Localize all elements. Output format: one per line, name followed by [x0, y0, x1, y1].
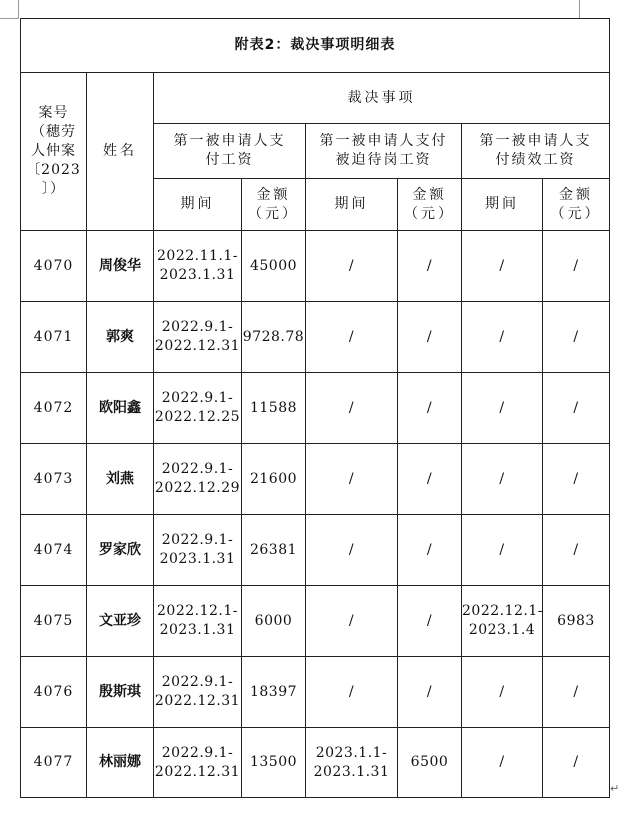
case-number-cell: 4071 — [21, 302, 87, 373]
performance-period-cell — [462, 373, 543, 444]
group-header-performance-wages — [462, 124, 610, 179]
performance-period-cell — [462, 657, 543, 728]
wage-period-cell-line: 2022.11.1- — [157, 248, 238, 264]
standby-period-cell — [306, 373, 398, 444]
standby-period-cell — [306, 657, 398, 728]
standby-period-cell-line: / — [348, 683, 355, 700]
table-row — [21, 515, 610, 586]
wage-period-cell — [154, 515, 242, 586]
wage-period-cell — [154, 586, 242, 657]
case-number-cell: 4075 — [21, 586, 87, 657]
case-number-cell: 4077 — [21, 728, 87, 798]
standby-amount-cell: / — [398, 444, 462, 515]
employee-name-cell: 罗家欣 — [87, 515, 154, 586]
performance-period-cell — [462, 231, 543, 302]
performance-period-cell — [462, 515, 543, 586]
wage-amount-cell: 13500 — [242, 728, 306, 798]
wage-period-cell — [154, 302, 242, 373]
standby-amount-cell: / — [398, 231, 462, 302]
page-corner-mark-right — [579, 0, 598, 19]
employee-name-cell: 林丽娜 — [87, 728, 154, 798]
group-header-standby-wages — [306, 124, 462, 179]
amount-header-line: 金额 — [559, 186, 593, 203]
case-number-cell: 4076 — [21, 657, 87, 728]
wage-period-cell — [154, 728, 242, 798]
performance-period-cell — [462, 728, 543, 798]
wage-period-cell-line: 2022.9.1- — [161, 319, 234, 335]
wage-period-cell-line: 2022.12.31 — [154, 338, 241, 354]
wage-period-cell-line: 2022.9.1- — [161, 461, 234, 477]
case-number-cell: 4073 — [21, 444, 87, 515]
wage-period-cell-line: 2022.12.29 — [154, 480, 241, 496]
case-number-header-line: 〔2023 — [26, 162, 81, 178]
performance-amount-cell: / — [543, 728, 610, 798]
performance-period-cell-line: / — [499, 470, 505, 487]
wage-amount-cell: 26381 — [242, 515, 306, 586]
amount-header-line: （元） — [550, 205, 602, 222]
standby-period-cell-line: / — [348, 328, 355, 345]
wage-amount-cell: 9728.78 — [242, 302, 306, 373]
performance-period-cell — [462, 302, 543, 373]
amount-header — [242, 179, 306, 231]
group-header-line: 第一被申请人支 — [173, 133, 286, 149]
wage-amount-cell: 11588 — [242, 373, 306, 444]
wage-period-cell-line: 2022.9.1- — [161, 390, 234, 406]
wage-amount-cell: 18397 — [242, 657, 306, 728]
employee-name-cell: 文亚珍 — [87, 586, 154, 657]
wage-period-cell-line: 2023.1.31 — [159, 551, 236, 567]
standby-period-cell-line: 2023.1.31 — [313, 763, 390, 780]
standby-period-cell — [306, 515, 398, 586]
case-number-cell: 4074 — [21, 515, 87, 586]
table-row — [21, 231, 610, 302]
name-header: 姓名 — [87, 73, 154, 231]
wage-period-cell-line: 2022.9.1- — [161, 532, 234, 548]
standby-period-cell — [306, 302, 398, 373]
standby-period-cell-line: 2023.1.1- — [315, 744, 388, 761]
case-number-header-line: 案号 — [38, 105, 69, 121]
wage-period-cell — [154, 231, 242, 302]
employee-name-cell: 周俊华 — [87, 231, 154, 302]
performance-period-cell-line: 2023.1.4 — [468, 622, 536, 638]
table-row — [21, 302, 610, 373]
paragraph-mark: ↵ — [610, 782, 620, 795]
table-row — [21, 586, 610, 657]
standby-period-cell-line: / — [348, 399, 355, 416]
group-header-line: 付绩效工资 — [495, 152, 576, 168]
standby-amount-cell: / — [398, 302, 462, 373]
performance-period-cell-line: / — [499, 328, 505, 345]
ruling-details-table — [20, 18, 610, 798]
performance-period-cell — [462, 586, 543, 657]
table-row — [21, 657, 610, 728]
performance-amount-cell: 6983 — [543, 586, 610, 657]
case-number-header-line: （穗劳 — [31, 124, 76, 140]
performance-amount-cell: / — [543, 515, 610, 586]
wage-period-cell — [154, 657, 242, 728]
wage-period-cell-line: 2023.1.31 — [159, 622, 236, 638]
standby-period-cell — [306, 231, 398, 302]
amount-header-line: （元） — [248, 205, 299, 222]
amount-header-line: 金额 — [412, 186, 447, 203]
case-number-header-line: 人仲案 — [31, 143, 76, 159]
performance-amount-cell: / — [543, 302, 610, 373]
performance-period-cell-line: 2022.12.1- — [462, 603, 543, 619]
wage-period-cell-line: 2022.9.1- — [161, 674, 234, 690]
standby-period-cell — [306, 444, 398, 515]
amount-header — [543, 179, 610, 231]
case-number-cell: 4070 — [21, 231, 87, 302]
performance-period-cell-line: / — [499, 754, 505, 770]
case-number-cell: 4072 — [21, 373, 87, 444]
amount-header-line: 金额 — [256, 186, 291, 203]
standby-period-cell-line: / — [348, 541, 355, 558]
performance-period-cell-line: / — [499, 399, 505, 416]
page-corner-mark-left — [0, 0, 19, 19]
standby-amount-cell: / — [398, 515, 462, 586]
performance-amount-cell: / — [543, 231, 610, 302]
group-header-line: 被迫待岗工资 — [335, 152, 432, 168]
wage-amount-cell: 21600 — [242, 444, 306, 515]
standby-period-cell — [306, 586, 398, 657]
table-row — [21, 444, 610, 515]
performance-period-cell — [462, 444, 543, 515]
wage-period-cell-line: 2022.12.31 — [154, 763, 241, 780]
period-header: 期间 — [306, 179, 398, 231]
amount-header — [398, 179, 462, 231]
performance-amount-cell: / — [543, 657, 610, 728]
standby-amount-cell: / — [398, 657, 462, 728]
performance-amount-cell: / — [543, 373, 610, 444]
wage-period-cell — [154, 444, 242, 515]
standby-period-cell-line: / — [348, 612, 355, 629]
standby-amount-cell: / — [398, 373, 462, 444]
employee-name-cell: 欧阳鑫 — [87, 373, 154, 444]
table-row — [21, 728, 610, 798]
wage-period-cell — [154, 373, 242, 444]
table-title: 附表2：裁决事项明细表 — [21, 19, 610, 73]
wage-period-cell-line: 2022.12.31 — [154, 693, 241, 709]
employee-name-cell: 郭爽 — [87, 302, 154, 373]
wage-amount-cell: 45000 — [242, 231, 306, 302]
group-header-line: 第一被申请人支 — [479, 133, 592, 149]
wage-period-cell-line: 2022.12.1- — [157, 603, 238, 619]
performance-period-cell-line: / — [499, 257, 505, 274]
standby-amount-cell: 6500 — [398, 728, 462, 798]
performance-period-cell-line: / — [499, 541, 505, 558]
group-header-wages — [154, 124, 306, 179]
group-header-line: 第一被申请人支付 — [319, 133, 448, 149]
standby-period-cell — [306, 728, 398, 798]
standby-amount-cell: / — [398, 586, 462, 657]
standby-period-cell-line: / — [348, 257, 355, 274]
performance-period-cell-line: / — [499, 683, 505, 700]
wage-period-cell-line: 2023.1.31 — [159, 267, 236, 283]
case-number-header — [21, 73, 87, 231]
wage-period-cell-line: 2022.9.1- — [161, 744, 234, 761]
case-number-header-line: 〕） — [42, 181, 65, 197]
table-row — [21, 373, 610, 444]
performance-amount-cell: / — [543, 444, 610, 515]
employee-name-cell: 刘燕 — [87, 444, 154, 515]
period-header: 期间 — [154, 179, 242, 231]
group-header-line: 付工资 — [205, 152, 254, 168]
amount-header-line: （元） — [404, 205, 455, 222]
wage-period-cell-line: 2022.12.25 — [154, 409, 241, 425]
standby-period-cell-line: / — [348, 470, 355, 487]
employee-name-cell: 殷斯琪 — [87, 657, 154, 728]
ruling-items-header: 裁决事项 — [154, 73, 610, 124]
period-header: 期间 — [462, 179, 543, 231]
wage-amount-cell: 6000 — [242, 586, 306, 657]
